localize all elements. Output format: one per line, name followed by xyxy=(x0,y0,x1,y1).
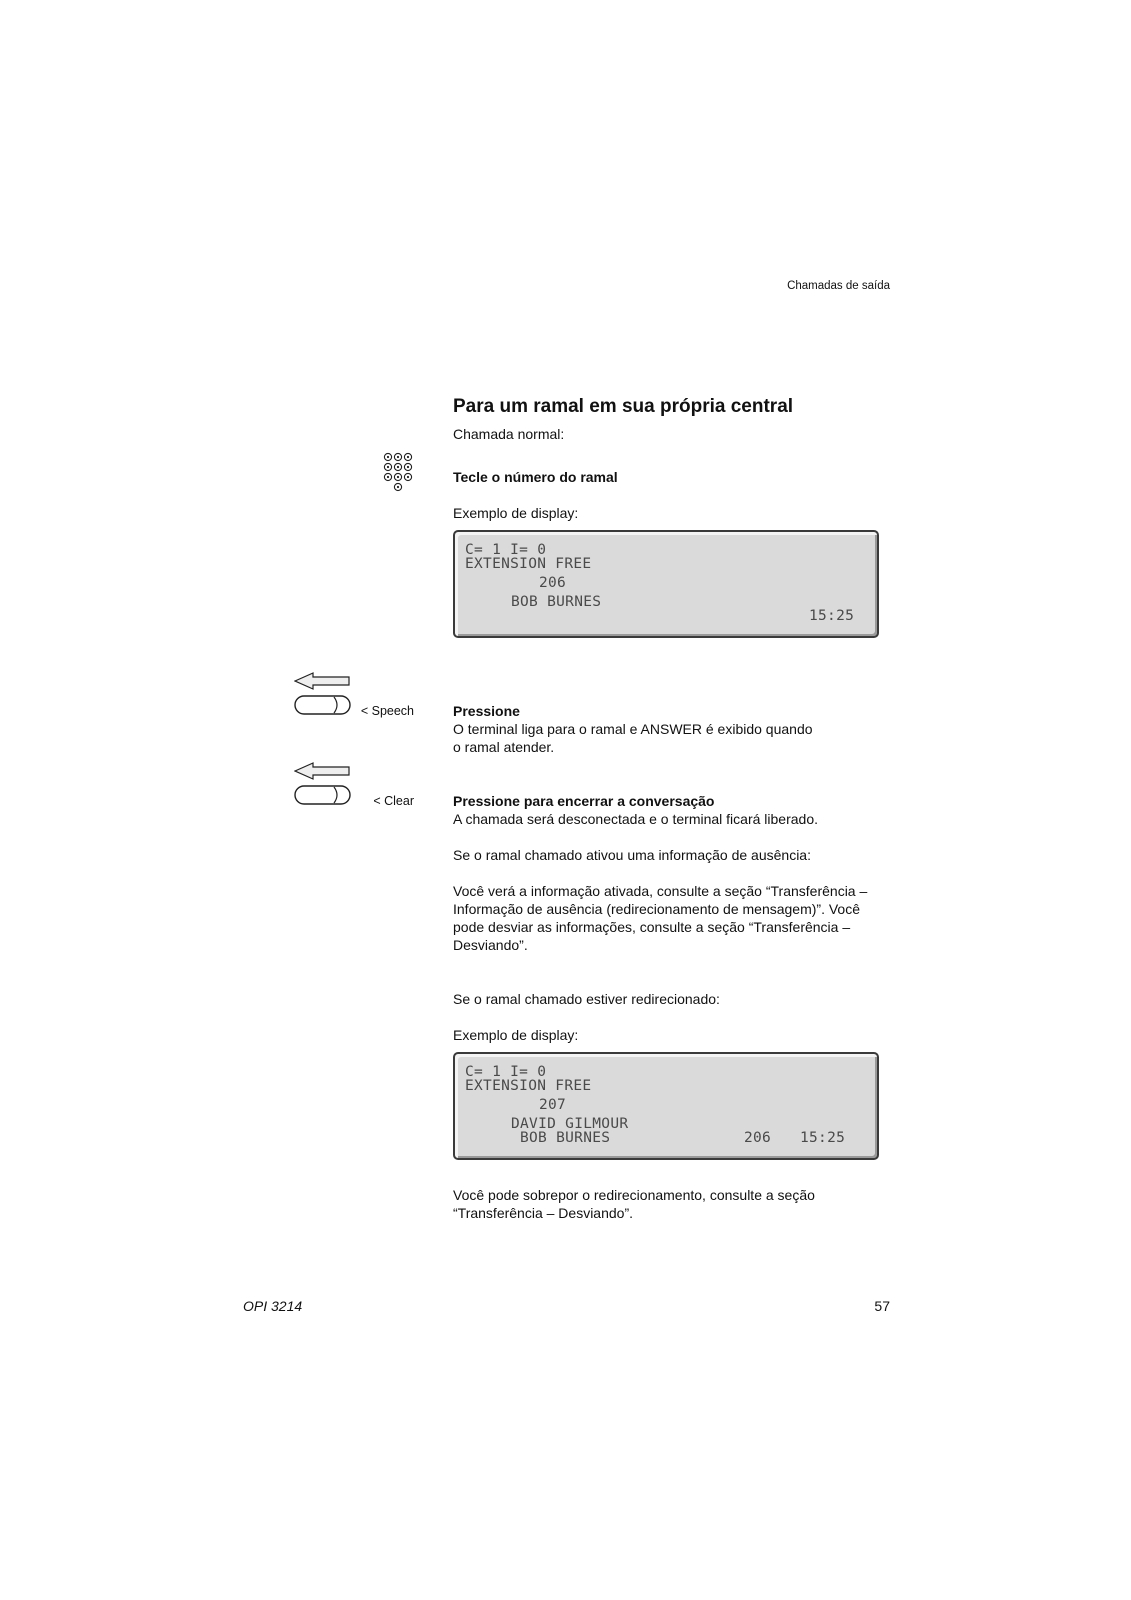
page-number: 57 xyxy=(874,1298,890,1314)
keypad-icon xyxy=(383,452,417,494)
display2-line2: EXTENSION FREE xyxy=(465,1078,592,1094)
override-text-2: “Transferência – Desviando”. xyxy=(453,1205,634,1221)
display2-line3: 207 xyxy=(539,1097,567,1113)
speech-desc-2: o ramal atender. xyxy=(453,739,555,755)
section-title: Para um ramal em sua própria central xyxy=(453,396,794,417)
absence-text-1: Você verá a informação ativada, consulte a seção “Transferência – xyxy=(453,883,868,899)
display2-line4: DAVID GILMOUR xyxy=(511,1116,629,1132)
display1-time: 15:25 xyxy=(809,608,855,624)
intro-text: Chamada normal: xyxy=(453,426,565,442)
display1-line3: 206 xyxy=(539,575,567,591)
clear-heading: Pressione para encerrar a conversação xyxy=(453,793,715,809)
display1-line1: C= 1 I= 0 xyxy=(465,542,547,558)
footer-model: OPI 3214 xyxy=(243,1298,303,1314)
absence-intro: Se o ramal chamado ativou uma informação de ausência: xyxy=(453,847,811,863)
override-text-1: Você pode sobrepor o redirecionamento, consulte a seção xyxy=(453,1187,815,1203)
redirect-intro: Se o ramal chamado estiver redirecionado: xyxy=(453,991,720,1007)
absence-text-4: Desviando”. xyxy=(453,937,528,953)
absence-text-2: Informação de ausência (redirecionamento de mensagem)”. Você xyxy=(453,901,860,917)
clear-desc: A chamada será desconectada e o terminal ficará liberado. xyxy=(453,811,818,827)
display1-line2: EXTENSION FREE xyxy=(465,556,592,572)
speech-heading: Pressione xyxy=(453,703,520,719)
display-example-1 xyxy=(453,530,879,638)
clear-key-label: < Clear xyxy=(373,794,414,808)
display2-ext: 206 xyxy=(744,1130,772,1146)
running-header: Chamadas de saída xyxy=(787,280,890,292)
display2-time: 15:25 xyxy=(800,1130,846,1146)
speech-desc-1: O terminal liga para o ramal e ANSWER é exibido quando xyxy=(453,721,813,737)
display1-line4: BOB BURNES xyxy=(511,594,602,610)
display2-line1: C= 1 I= 0 xyxy=(465,1064,547,1080)
display-example-label-1: Exemplo de display: xyxy=(453,505,579,521)
dial-instruction: Tecle o número do ramal xyxy=(453,469,618,485)
absence-text-3: pode desviar as informações, consulte a seção “Transferência – xyxy=(453,919,851,935)
display-example-2 xyxy=(453,1052,879,1160)
display-example-label-2: Exemplo de display: xyxy=(453,1027,579,1043)
speech-key-label: < Speech xyxy=(360,704,414,718)
display2-line5: BOB BURNES xyxy=(520,1130,611,1146)
